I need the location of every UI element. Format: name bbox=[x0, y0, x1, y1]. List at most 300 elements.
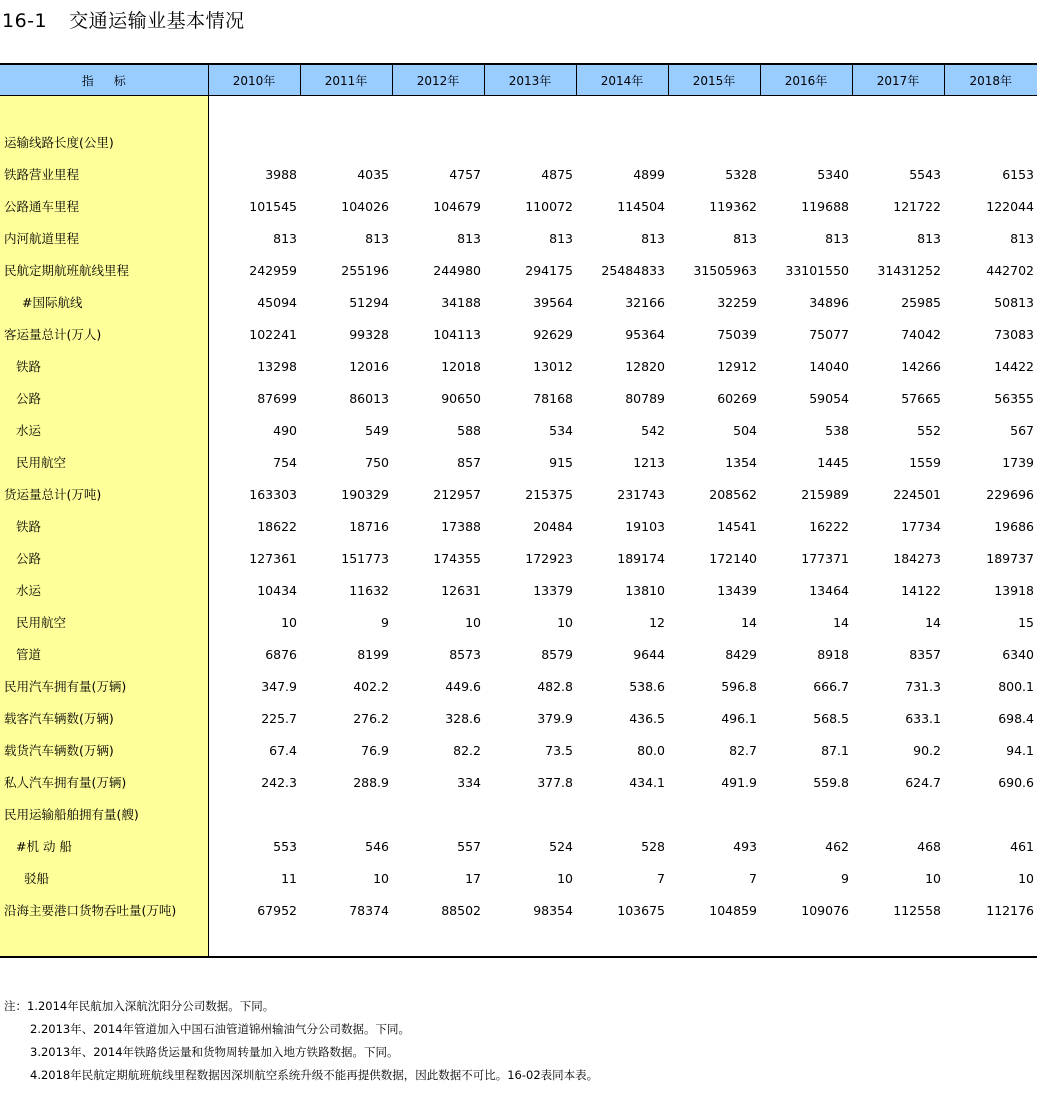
value-cell: 177371 bbox=[801, 550, 849, 566]
value-cell bbox=[944, 126, 1037, 158]
value-cell: 14040 bbox=[809, 358, 849, 374]
header-year: 2018年 bbox=[944, 64, 1037, 96]
value-cell: 6153 bbox=[1002, 166, 1034, 182]
value-cell: 59054 bbox=[809, 390, 849, 406]
value-cell: 78374 bbox=[349, 902, 389, 918]
value-cell: 121722 bbox=[893, 198, 941, 214]
value-cell: 215375 bbox=[525, 486, 573, 502]
row-label: 管道 bbox=[0, 638, 208, 670]
value-cell: 78168 bbox=[533, 390, 573, 406]
header-year: 2015年 bbox=[668, 64, 760, 96]
row-label: 载货汽车辆数(万辆) bbox=[0, 734, 208, 766]
value-cell: 436.5 bbox=[629, 710, 665, 726]
spacer-cell bbox=[208, 926, 1037, 957]
value-cell: 568.5 bbox=[813, 710, 849, 726]
value-cell: 10 bbox=[281, 614, 297, 630]
table-row bbox=[0, 382, 1037, 414]
row-label: #机 动 船 bbox=[0, 830, 208, 862]
value-cell: 104859 bbox=[709, 902, 757, 918]
header-row bbox=[0, 64, 1037, 96]
row-label: 民用航空 bbox=[0, 446, 208, 478]
value-cell: 33101550 bbox=[785, 262, 849, 278]
value-cell: 67952 bbox=[257, 902, 297, 918]
value-cell: 75077 bbox=[809, 326, 849, 342]
value-cell: 224501 bbox=[893, 486, 941, 502]
value-cell: 82.2 bbox=[453, 742, 481, 758]
value-cell: 8429 bbox=[725, 646, 757, 662]
table-row bbox=[0, 894, 1037, 926]
row-label: 民用汽车拥有量(万辆) bbox=[0, 670, 208, 702]
header-year: 2012年 bbox=[392, 64, 484, 96]
row-label: 驳船 bbox=[0, 862, 208, 894]
value-cell: 567 bbox=[1010, 422, 1034, 438]
table-row bbox=[0, 862, 1037, 894]
row-label: 私人汽车拥有量(万辆) bbox=[0, 766, 208, 798]
value-cell: 109076 bbox=[801, 902, 849, 918]
table-row bbox=[0, 702, 1037, 734]
table-row bbox=[0, 190, 1037, 222]
value-cell: 110072 bbox=[525, 198, 573, 214]
table-number: 16-1 bbox=[2, 10, 48, 32]
value-cell: 50813 bbox=[994, 294, 1034, 310]
value-cell bbox=[300, 126, 392, 158]
table-row bbox=[0, 542, 1037, 574]
value-cell bbox=[760, 126, 852, 158]
transport-table bbox=[0, 63, 1037, 958]
value-cell: 549 bbox=[365, 422, 389, 438]
value-cell bbox=[576, 798, 668, 830]
value-cell: 163303 bbox=[249, 486, 297, 502]
value-cell: 468 bbox=[917, 838, 941, 854]
value-cell: 624.7 bbox=[905, 774, 941, 790]
notes bbox=[4, 995, 598, 1087]
value-cell: 328.6 bbox=[445, 710, 481, 726]
value-cell: 4035 bbox=[357, 166, 389, 182]
value-cell: 7 bbox=[657, 870, 665, 886]
row-label: 公路通车里程 bbox=[0, 190, 208, 222]
value-cell: 25985 bbox=[901, 294, 941, 310]
value-cell: 88502 bbox=[441, 902, 481, 918]
value-cell: 666.7 bbox=[813, 678, 849, 694]
value-cell: 20484 bbox=[533, 518, 573, 534]
table-row bbox=[0, 254, 1037, 286]
value-cell: 491.9 bbox=[721, 774, 757, 790]
value-cell: 10434 bbox=[257, 582, 297, 598]
value-cell: 557 bbox=[457, 838, 481, 854]
value-cell: 10 bbox=[465, 614, 481, 630]
value-cell: 8357 bbox=[909, 646, 941, 662]
row-label: 铁路 bbox=[0, 510, 208, 542]
page-title bbox=[2, 6, 245, 33]
header-year: 2013年 bbox=[484, 64, 576, 96]
table-body bbox=[0, 96, 1037, 958]
table-row bbox=[0, 222, 1037, 254]
value-cell: 9 bbox=[841, 870, 849, 886]
row-label: 民用运输船舶拥有量(艘) bbox=[0, 798, 208, 830]
row-label: 铁路营业里程 bbox=[0, 158, 208, 190]
value-cell: 87.1 bbox=[821, 742, 849, 758]
value-cell: 14 bbox=[925, 614, 941, 630]
value-cell: 172923 bbox=[525, 550, 573, 566]
value-cell: 11632 bbox=[349, 582, 389, 598]
value-cell: 750 bbox=[365, 454, 389, 470]
value-cell bbox=[668, 798, 760, 830]
value-cell: 538.6 bbox=[629, 678, 665, 694]
value-cell: 17734 bbox=[901, 518, 941, 534]
value-cell: 174355 bbox=[433, 550, 481, 566]
row-label: 沿海主要港口货物吞吐量(万吨) bbox=[0, 894, 208, 926]
header-year: 2010年 bbox=[208, 64, 300, 96]
note-item: 3.2013年、2014年铁路货运量和货物周转量加入地方铁路数据。下同。 bbox=[30, 1045, 399, 1059]
table-row bbox=[0, 670, 1037, 702]
value-cell: 12820 bbox=[625, 358, 665, 374]
spacer-row bbox=[0, 96, 1037, 127]
value-cell: 546 bbox=[365, 838, 389, 854]
header-indicator: 指标 bbox=[0, 64, 208, 96]
table-row bbox=[0, 318, 1037, 350]
value-cell: 5328 bbox=[725, 166, 757, 182]
value-cell: 215989 bbox=[801, 486, 849, 502]
value-cell bbox=[484, 126, 576, 158]
value-cell: 14266 bbox=[901, 358, 941, 374]
value-cell: 119688 bbox=[801, 198, 849, 214]
value-cell: 172140 bbox=[709, 550, 757, 566]
value-cell bbox=[760, 798, 852, 830]
value-cell: 99328 bbox=[349, 326, 389, 342]
value-cell: 45094 bbox=[257, 294, 297, 310]
value-cell bbox=[392, 798, 484, 830]
value-cell: 9644 bbox=[633, 646, 665, 662]
value-cell: 4899 bbox=[633, 166, 665, 182]
value-cell: 11 bbox=[281, 870, 297, 886]
value-cell: 813 bbox=[917, 230, 941, 246]
value-cell: 8573 bbox=[449, 646, 481, 662]
value-cell: 98354 bbox=[533, 902, 573, 918]
header-year: 2014年 bbox=[576, 64, 668, 96]
value-cell: 19103 bbox=[625, 518, 665, 534]
value-cell: 90650 bbox=[441, 390, 481, 406]
value-cell: 813 bbox=[1010, 230, 1034, 246]
row-label-cell bbox=[0, 96, 208, 127]
value-cell: 347.9 bbox=[261, 678, 297, 694]
value-cell: 190329 bbox=[341, 486, 389, 502]
value-cell: 119362 bbox=[709, 198, 757, 214]
value-cell: 112176 bbox=[986, 902, 1034, 918]
spacer-cell bbox=[208, 96, 1037, 127]
value-cell: 103675 bbox=[617, 902, 665, 918]
value-cell bbox=[300, 798, 392, 830]
value-cell: 813 bbox=[733, 230, 757, 246]
header-year: 2011年 bbox=[300, 64, 392, 96]
value-cell: 229696 bbox=[986, 486, 1034, 502]
table-row bbox=[0, 734, 1037, 766]
row-label: 内河航道里程 bbox=[0, 222, 208, 254]
value-cell: 813 bbox=[641, 230, 665, 246]
table-row bbox=[0, 574, 1037, 606]
value-cell: 104113 bbox=[433, 326, 481, 342]
value-cell bbox=[392, 126, 484, 158]
table-row bbox=[0, 158, 1037, 190]
value-cell: 189737 bbox=[986, 550, 1034, 566]
note-item: 注：1.2014年民航加入深航沈阳分公司数据。下同。 bbox=[4, 999, 275, 1013]
value-cell: 80789 bbox=[625, 390, 665, 406]
value-cell: 101545 bbox=[249, 198, 297, 214]
value-cell: 754 bbox=[273, 454, 297, 470]
value-cell: 1445 bbox=[817, 454, 849, 470]
value-cell: 75039 bbox=[717, 326, 757, 342]
value-cell: 82.7 bbox=[729, 742, 757, 758]
row-label: 水运 bbox=[0, 574, 208, 606]
row-label: 货运量总计(万吨) bbox=[0, 478, 208, 510]
value-cell bbox=[852, 126, 944, 158]
value-cell bbox=[852, 798, 944, 830]
value-cell: 276.2 bbox=[353, 710, 389, 726]
value-cell: 73.5 bbox=[545, 742, 573, 758]
value-cell: 127361 bbox=[249, 550, 297, 566]
value-cell: 114504 bbox=[617, 198, 665, 214]
value-cell: 10 bbox=[557, 614, 573, 630]
value-cell: 94.1 bbox=[1006, 742, 1034, 758]
table-row bbox=[0, 830, 1037, 862]
value-cell: 3988 bbox=[265, 166, 297, 182]
table-row bbox=[0, 766, 1037, 798]
row-label: #国际航线 bbox=[0, 286, 208, 318]
value-cell: 31505963 bbox=[693, 262, 757, 278]
value-cell: 225.7 bbox=[261, 710, 297, 726]
value-cell: 12018 bbox=[441, 358, 481, 374]
value-cell: 552 bbox=[917, 422, 941, 438]
value-cell: 8199 bbox=[357, 646, 389, 662]
value-cell: 14122 bbox=[901, 582, 941, 598]
value-cell: 13012 bbox=[533, 358, 573, 374]
value-cell: 14 bbox=[741, 614, 757, 630]
value-cell: 4875 bbox=[541, 166, 573, 182]
value-cell: 813 bbox=[549, 230, 573, 246]
value-cell: 90.2 bbox=[913, 742, 941, 758]
value-cell: 18716 bbox=[349, 518, 389, 534]
value-cell: 5340 bbox=[817, 166, 849, 182]
value-cell: 9 bbox=[381, 614, 389, 630]
row-label: 民航定期航班航线里程 bbox=[0, 254, 208, 286]
value-cell: 1213 bbox=[633, 454, 665, 470]
table-row bbox=[0, 798, 1037, 830]
value-cell: 57665 bbox=[901, 390, 941, 406]
value-cell bbox=[944, 798, 1037, 830]
value-cell: 18622 bbox=[257, 518, 297, 534]
value-cell bbox=[484, 798, 576, 830]
value-cell: 242.3 bbox=[261, 774, 297, 790]
table-row bbox=[0, 606, 1037, 638]
value-cell: 504 bbox=[733, 422, 757, 438]
value-cell: 542 bbox=[641, 422, 665, 438]
value-cell: 92629 bbox=[533, 326, 573, 342]
value-cell: 690.6 bbox=[998, 774, 1034, 790]
value-cell: 76.9 bbox=[361, 742, 389, 758]
value-cell: 434.1 bbox=[629, 774, 665, 790]
value-cell: 10 bbox=[925, 870, 941, 886]
value-cell: 15 bbox=[1018, 614, 1034, 630]
value-cell: 1559 bbox=[909, 454, 941, 470]
value-cell: 13298 bbox=[257, 358, 297, 374]
value-cell: 19686 bbox=[994, 518, 1034, 534]
value-cell: 95364 bbox=[625, 326, 665, 342]
value-cell: 56355 bbox=[994, 390, 1034, 406]
value-cell: 857 bbox=[457, 454, 481, 470]
value-cell: 12912 bbox=[717, 358, 757, 374]
value-cell: 25484833 bbox=[601, 262, 665, 278]
value-cell: 1354 bbox=[725, 454, 757, 470]
value-cell: 294175 bbox=[525, 262, 573, 278]
value-cell: 80.0 bbox=[637, 742, 665, 758]
value-cell: 87699 bbox=[257, 390, 297, 406]
spacer-row bbox=[0, 926, 1037, 957]
value-cell: 813 bbox=[365, 230, 389, 246]
row-label: 民用航空 bbox=[0, 606, 208, 638]
value-cell: 51294 bbox=[349, 294, 389, 310]
row-label-cell bbox=[0, 926, 208, 957]
value-cell: 212957 bbox=[433, 486, 481, 502]
value-cell: 449.6 bbox=[445, 678, 481, 694]
value-cell: 244980 bbox=[433, 262, 481, 278]
header-year: 2016年 bbox=[760, 64, 852, 96]
value-cell: 242959 bbox=[249, 262, 297, 278]
value-cell: 13464 bbox=[809, 582, 849, 598]
value-cell: 402.2 bbox=[353, 678, 389, 694]
value-cell: 6340 bbox=[1002, 646, 1034, 662]
value-cell: 39564 bbox=[533, 294, 573, 310]
value-cell: 588 bbox=[457, 422, 481, 438]
value-cell bbox=[668, 126, 760, 158]
value-cell: 208562 bbox=[709, 486, 757, 502]
value-cell: 379.9 bbox=[537, 710, 573, 726]
value-cell: 559.8 bbox=[813, 774, 849, 790]
value-cell: 60269 bbox=[717, 390, 757, 406]
value-cell: 16222 bbox=[809, 518, 849, 534]
value-cell: 482.8 bbox=[537, 678, 573, 694]
value-cell: 86013 bbox=[349, 390, 389, 406]
value-cell: 13379 bbox=[533, 582, 573, 598]
value-cell: 74042 bbox=[901, 326, 941, 342]
table-row bbox=[0, 414, 1037, 446]
value-cell: 104679 bbox=[433, 198, 481, 214]
row-label: 公路 bbox=[0, 382, 208, 414]
value-cell: 528 bbox=[641, 838, 665, 854]
value-cell: 813 bbox=[273, 230, 297, 246]
value-cell: 13439 bbox=[717, 582, 757, 598]
value-cell: 17 bbox=[465, 870, 481, 886]
value-cell: 31431252 bbox=[877, 262, 941, 278]
note-item: 2.2013年、2014年管道加入中国石油管道锦州输油气分公司数据。下同。 bbox=[30, 1022, 411, 1036]
value-cell bbox=[208, 798, 300, 830]
value-cell: 13918 bbox=[994, 582, 1034, 598]
value-cell bbox=[208, 126, 300, 158]
value-cell: 151773 bbox=[341, 550, 389, 566]
value-cell: 32166 bbox=[625, 294, 665, 310]
value-cell: 534 bbox=[549, 422, 573, 438]
value-cell: 8918 bbox=[817, 646, 849, 662]
value-cell: 17388 bbox=[441, 518, 481, 534]
value-cell: 377.8 bbox=[537, 774, 573, 790]
value-cell: 1739 bbox=[1002, 454, 1034, 470]
note-item: 4.2018年民航定期航班航线里程数据因深圳航空系统升级不能再提供数据，因此数据不可比。16-02表同本表。 bbox=[30, 1068, 599, 1082]
value-cell: 461 bbox=[1010, 838, 1034, 854]
value-cell bbox=[576, 126, 668, 158]
value-cell: 104026 bbox=[341, 198, 389, 214]
value-cell: 731.3 bbox=[905, 678, 941, 694]
value-cell: 490 bbox=[273, 422, 297, 438]
table-row bbox=[0, 350, 1037, 382]
table-row bbox=[0, 510, 1037, 542]
value-cell: 524 bbox=[549, 838, 573, 854]
table-row bbox=[0, 286, 1037, 318]
value-cell: 10 bbox=[557, 870, 573, 886]
value-cell: 231743 bbox=[617, 486, 665, 502]
value-cell: 13810 bbox=[625, 582, 665, 598]
row-label: 水运 bbox=[0, 414, 208, 446]
value-cell: 7 bbox=[749, 870, 757, 886]
value-cell: 73083 bbox=[994, 326, 1034, 342]
value-cell: 800.1 bbox=[998, 678, 1034, 694]
value-cell: 553 bbox=[273, 838, 297, 854]
row-label: 铁路 bbox=[0, 350, 208, 382]
value-cell: 288.9 bbox=[353, 774, 389, 790]
value-cell: 596.8 bbox=[721, 678, 757, 694]
value-cell: 493 bbox=[733, 838, 757, 854]
row-label: 客运量总计(万人) bbox=[0, 318, 208, 350]
value-cell: 67.4 bbox=[269, 742, 297, 758]
value-cell: 813 bbox=[457, 230, 481, 246]
value-cell: 462 bbox=[825, 838, 849, 854]
value-cell: 34188 bbox=[441, 294, 481, 310]
value-cell: 698.4 bbox=[998, 710, 1034, 726]
value-cell: 255196 bbox=[341, 262, 389, 278]
table-row bbox=[0, 478, 1037, 510]
value-cell: 102241 bbox=[249, 326, 297, 342]
value-cell: 14422 bbox=[994, 358, 1034, 374]
value-cell: 34896 bbox=[809, 294, 849, 310]
value-cell: 8579 bbox=[541, 646, 573, 662]
value-cell: 442702 bbox=[986, 262, 1034, 278]
value-cell: 189174 bbox=[617, 550, 665, 566]
value-cell: 496.1 bbox=[721, 710, 757, 726]
row-label: 载客汽车辆数(万辆) bbox=[0, 702, 208, 734]
value-cell: 184273 bbox=[893, 550, 941, 566]
value-cell: 14 bbox=[833, 614, 849, 630]
header-year: 2017年 bbox=[852, 64, 944, 96]
value-cell: 12 bbox=[649, 614, 665, 630]
value-cell: 915 bbox=[549, 454, 573, 470]
table-row bbox=[0, 446, 1037, 478]
value-cell: 633.1 bbox=[905, 710, 941, 726]
table-row bbox=[0, 126, 1037, 158]
value-cell: 14541 bbox=[717, 518, 757, 534]
value-cell: 4757 bbox=[449, 166, 481, 182]
value-cell: 10 bbox=[373, 870, 389, 886]
row-label: 公路 bbox=[0, 542, 208, 574]
value-cell: 122044 bbox=[986, 198, 1034, 214]
value-cell: 334 bbox=[457, 774, 481, 790]
value-cell: 538 bbox=[825, 422, 849, 438]
value-cell: 10 bbox=[1018, 870, 1034, 886]
value-cell: 12016 bbox=[349, 358, 389, 374]
value-cell: 112558 bbox=[893, 902, 941, 918]
value-cell: 12631 bbox=[441, 582, 481, 598]
value-cell: 813 bbox=[825, 230, 849, 246]
table-row bbox=[0, 638, 1037, 670]
row-label: 运输线路长度(公里) bbox=[0, 126, 208, 158]
value-cell: 5543 bbox=[909, 166, 941, 182]
value-cell: 32259 bbox=[717, 294, 757, 310]
